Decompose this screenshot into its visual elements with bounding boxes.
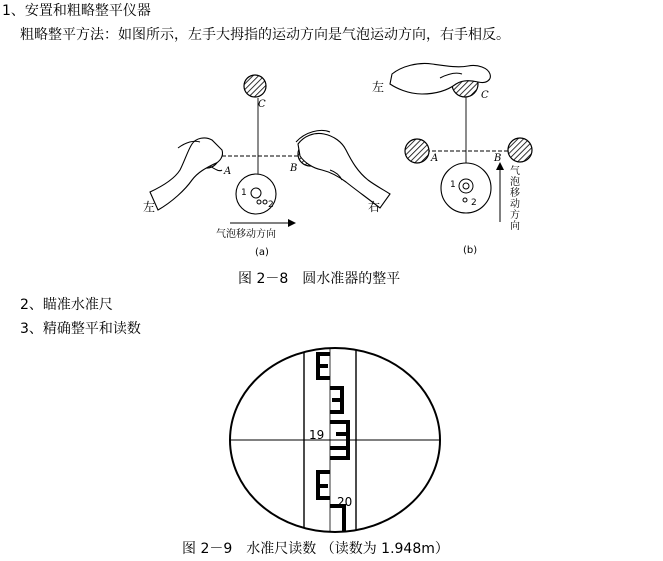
bubble-label-2-a: 2	[268, 200, 274, 210]
point-c-b: C	[481, 90, 489, 101]
section-2-title: 2、瞄准水准尺	[20, 297, 113, 313]
figure-2-9-caption: 图 2－9 水准尺读数 （读数为 1.948m）	[182, 541, 449, 557]
label-right-a: 右	[368, 200, 381, 214]
bubble-label-2-b: 2	[471, 198, 477, 208]
bubble-label-1-b: 1	[450, 180, 456, 190]
bubble-label-1-a: 1	[241, 188, 247, 198]
point-b-b: B	[494, 153, 502, 164]
arrow-text-a: 气泡移动方向	[216, 229, 276, 240]
arrow-text-b: 气泡移动方向	[510, 166, 520, 232]
label-left-b: 左	[372, 80, 385, 94]
point-b-a: B	[290, 163, 298, 174]
label-left-a: 左	[143, 200, 156, 214]
panel-label-a: (a)	[255, 247, 269, 258]
section-1-body: 粗略整平方法：如图所示，左手大拇指的运动方向是气泡运动方向，右手相反。	[20, 27, 510, 43]
point-a-a: A	[224, 166, 232, 177]
staff-mark-20: 20	[337, 495, 353, 509]
staff-mark-19: 19	[309, 428, 325, 442]
section-1-title: 1、安置和粗略整平仪器	[2, 3, 151, 19]
figure-2-8-caption: 图 2－8 圆水准器的整平	[238, 271, 401, 287]
point-c-a: C	[258, 99, 266, 110]
panel-label-b: (b)	[463, 245, 478, 256]
section-3-title: 3、精确整平和读数	[20, 321, 141, 337]
point-a-b: A	[431, 153, 439, 164]
